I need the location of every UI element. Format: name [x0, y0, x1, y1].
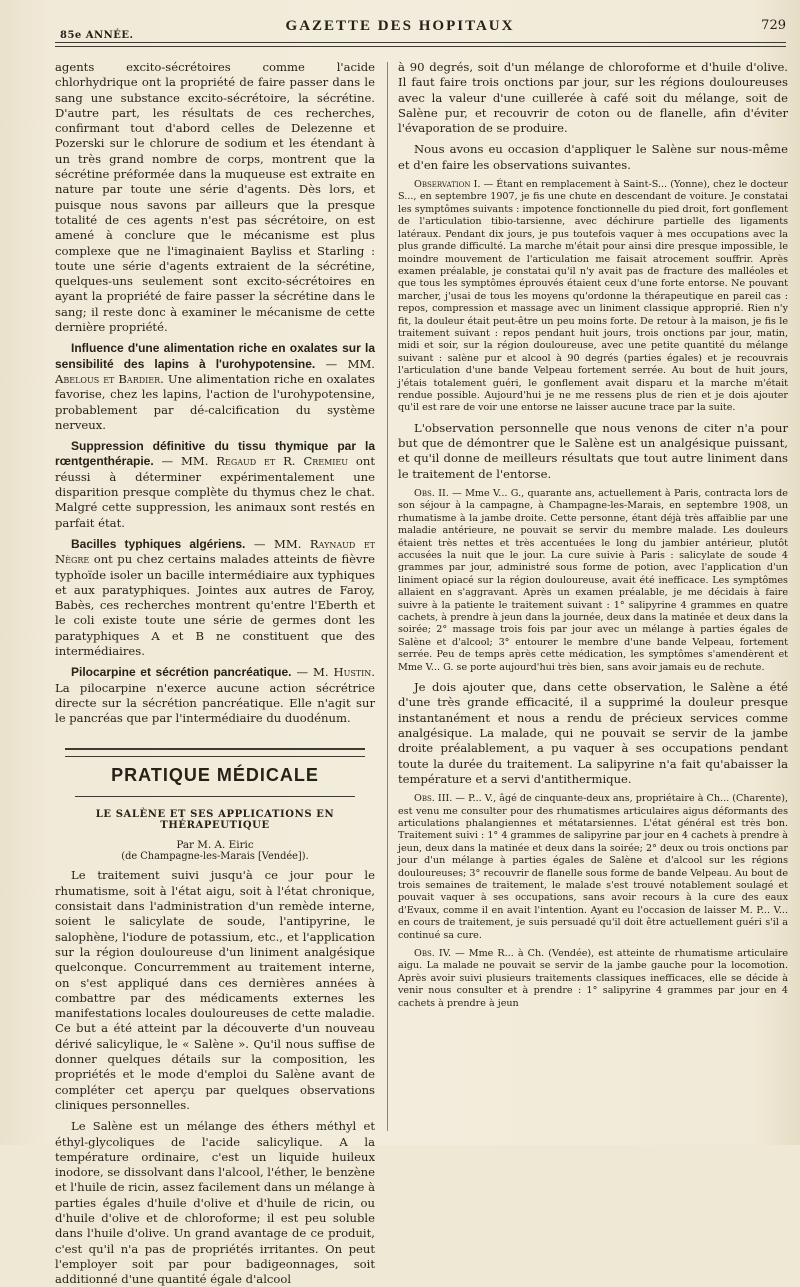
- section-oxalates: [55, 341, 375, 433]
- section-authors: — MM. Abelous et Bardier.: [55, 356, 375, 386]
- observation-3: [398, 793, 788, 942]
- header-rule-double: [55, 46, 786, 47]
- article-paragraph: à 90 degrés, soit d'un mélange de chloroforme et d'huile d'olive. Il faut faire trois onctions par jour, sur les régions douloureuses avec la valeur d'une cuillerée à café soit du mélange, soit de Salène pur, et recouvrir de coton ou de flanelle, afin d'éviter l'évaporation de se produire.: [398, 60, 788, 136]
- page-number: 729: [761, 18, 786, 33]
- observation-label: Obs. III.: [414, 793, 453, 805]
- observation-label: Observation I.: [414, 179, 481, 191]
- observation-text: — Mme R... à Ch. (Vendée), est atteinte de rhumatisme articulaire aigu. La malade ne pouvait se servir de la jambe gauche pour la locomotion. Après avoir suivi plusieurs traitements classiques inefficaces, elle se décide à venir nous consulter et à prendre : 1° salipyrine 4 grammes par jour en 4 cachets à prendre à jeun: [398, 948, 788, 1009]
- article-paragraph: L'observation personnelle que nous venons de citer n'a pour but que de démontrer que le Salène est un analgésique puissant, et qu'il donne de meilleurs résultats que tout autre liniment dans le traitement de l'entorse.: [398, 420, 788, 481]
- article-paragraph: Le Salène est un mélange des éthers méthyl et éthyl-glycoliques de l'acide salicylique. A la température ordinaire, c'est un liquide huileux inodore, se dissolvant dans l'alcool, l'éther, le benzène et l'huile de ricin, assez facilement dans un mélange à parties égales d'huile d'olive et d'huile de ricin, ou d'huile d'olive et de chloroforme; il est peu soluble dans l'huile d'olive. Un grand avantage de ce produit, c'est qu'il n'a pas de propriétés irritantes. On peut l'employer soit par pour badigeonnages, soit additionné d'une quantité égale d'alcool: [55, 1119, 375, 1287]
- article-location: (de Champagne-les-Marais [Vendée]).: [121, 851, 309, 863]
- article-paragraph: Le traitement suivi jusqu'à ce jour pour le rhumatisme, soit à l'état aigu, soit à l'état chronique, consistait dans l'administration d'un remède interne, soient le salicylate de soude, l'antipyrine, le salophène, l'iodure de potassium, etc., et l'application sur la région douloureuse d'un liniment analgésique quelconque. Concurremment au traitement interne, on s'est appliqué dans ces dernières années à combattre par des médicaments externes les manifestations locales douloureuses de cette maladie. Ce but a été atteint par la découverte d'un nouveau dérivé salicylique, le « Salène ». Qu'il nous suffise de donner quelques détails sur la composition, les propriétés et le mode d'emploi du Salène avant de compléter cet aperçu par quelques observations cliniques personnelles.: [55, 868, 375, 1112]
- intro-paragraph: agents excito-sécrétoires comme l'acide chlorhydrique ont la propriété de faire passer dans le sang une substance excito-sécrétoire, la sécrétine. D'autre part, les résultats de ces recherches, confirmant tout d'abord celles de Delezenne et Pozerski sur le chlorure de sodium et les étendant à un très grand nombre de corps, montrent que la sécrétine préformée dans la muqueuse est extraite en nature par toute une série d'agents. Dès lors, et puisque nous savons par ailleurs que la presque totalité de ces agents n'est pas sécrétoire, on est amené à conclure que le mécanisme est plus complexe que ne l'imaginaient Bayliss et Starling : toute une série d'agents extraient de la sécrétine, quelques-uns seulement sont excito-sécrétoires en ayant la propriété de faire passer la sécrétine dans le sang; il reste donc à examiner le mécanisme de cette dernière propriété.: [55, 60, 375, 335]
- section-text: La pilocarpine n'exerce aucune action sécrétrice directe sur la sécrétion pancréatique. Elle n'agit sur le pancréas que par l'intermédiaire du duodénum.: [55, 680, 375, 726]
- section-divider: [75, 796, 355, 797]
- section-heading: Bacilles typhiques algériens.: [71, 536, 246, 551]
- journal-title: GAZETTE DES HOPITAUX: [285, 18, 515, 34]
- section-authors: — MM. Regaud et R. Cremieu: [153, 454, 349, 469]
- left-column: [55, 60, 375, 1287]
- section-authors: — MM. Raynaud et Nègre: [55, 536, 375, 567]
- right-column: [398, 60, 788, 1135]
- section-heading: Suppression définitive du tissu thymique par la rœntgenthérapie.: [55, 439, 375, 469]
- section-text: ont pu chez certains malades atteints de fièvre typhoïde isoler un bacille intermédiaire aux typhiques et aux paratyphiques. Jointes aux autres de Faroy, Babès, ces recherches montrent qu'entre l'Eberth et le coli existe toute une série de germes dont les paratyphiques A et B ne constituent que des intermédiaires.: [55, 552, 375, 658]
- observation-4: [398, 948, 788, 1010]
- section-heading: Influence d'une alimentation riche en oxalates sur la sensibilité des lapins à l'urohypotensine.: [55, 341, 375, 371]
- observation-1: [398, 179, 788, 415]
- section-heading: Pilocarpine et sécrétion pancréatique.: [71, 665, 292, 680]
- section-authors: — M. Hustin.: [291, 665, 375, 680]
- article-paragraph: Je dois ajouter que, dans cette observation, le Salène a été d'une très grande efficacité, il a supprimé la douleur presque instantanément et nous a rendu de précieux services comme analgésique. La malade, qui ne pouvait se servir de la jambe droite préalablement, a pu vaquer à ses occupations pendant toute la durée du traitement. La salipyrine n'a fait qu'abaisser la température et a servi d'antithermique.: [398, 680, 788, 786]
- article-paragraph: Nous avons eu occasion d'appliquer le Salène sur nous-même et d'en faire les observations suivantes.: [398, 142, 788, 172]
- article-author: Par M. A. Eiric: [176, 839, 254, 852]
- observation-2: [398, 488, 788, 674]
- observation-text: — P... V., âgé de cinquante-deux ans, propriétaire à Ch... (Charente), est venu me consulter pour des rhumatismes articulaires aigus déformants des articulations phalangiennes et métatarsiennes. L'état général est très bon. Traitement suivi : 1° 4 grammes de salipyrine par jour en 4 cachets à prendre à jeun, deux dans la matinée et deux dans la soirée; 2° deux ou trois onctions par jour d'un mélange à parties égales de Salène et d'alcool sur les régions douloureuses; 3° recouvrir de flanelle sous forme de bande Velpeau. Au bout de trois semaines de traitement, le malade s'est trouvé notablement soulagé et pouvait vaquer à ses occupations, sans avoir recours à la cure des eaux d'Evaux, comme il en avait l'intention. Ayant eu l'occasion de laisser M. P... V... en cours de traitement, je suis persuadé qu'il doit être actuellement guéri s'il a continué sa cure.: [398, 793, 788, 941]
- column-separator: [387, 62, 388, 1131]
- section-pilocarpine: [55, 665, 375, 726]
- observation-text: — Étant en remplacement à Saint-S... (Yonne), chez le docteur S..., en septembre 1907, je fis une chute en descendant de voiture. Je constatai les symptômes suivants : impotence fonctionnelle du pied droit, fort gonflement de l'articulation tibio-tarsienne, avec déchirure partielle des ligaments latéraux. Pendant dix jours, je pus toutefois vaquer à mes occupations avec la plus grande difficulté. La marche m'était pour ainsi dire presque impossible, le moindre mouvement de l'articulation me faisait atrocement souffrir. Après examen préalable, je constatai qu'il n'y avait pas de fracture des malléoles et que tous les symptômes éprouvés étaient ceux d'une forte entorse. Ne pouvant marcher, j'usai de tous les moyens qu'ordonne la thérapeutique en pareil cas : repos, compression et massage avec un liniment classique approprié. Rien n'y fit, la douleur était peut-être un peu moins forte. De retour à la maison, je fis le traitement suivant : repos pendant huit jours, trois onctions par jour, matin, midi et soir, sur la région douloureuse, avec une petite quantité du mélange suivant : salène pur et alcool à 90 degrés (parties égales) et je recouvrais l'articulation d'une bande Velpeau fortement serrée. Au bout de huit jours, j'étais totalement guéri, le gonflement avait disparu et la marche m'était rendue possible. Aujourd'hui je ne me ressens plus de rien et je dois ajouter qu'il est rare de voir une entorse ne laisser aucune trace par la suite.: [398, 179, 789, 414]
- header-rule: [55, 42, 786, 43]
- observation-label: Obs. II.: [414, 487, 449, 499]
- section-text: Une alimentation riche en oxalates favorise, chez les lapins, l'action de l'urohypotensine, probablement par dé-calcification du système nerveux.: [55, 371, 375, 432]
- observation-text: — Mme V... G., quarante ans, actuellement à Paris, contracta lors de son séjour à la campagne, à Champagne-les-Marais, en septembre 1908, un rhumatisme à la jambe droite. Cette personne, étant déjà très affaiblie par une maladie antérieure, ne pouvait se servir du membre malade. Les douleurs étaient très nettes et très accentuées le long du jambier antérieur, plutôt accusées la nuit que le jour. La cure suivie à Paris : salicylate de soude 4 grammes par jour, administré sous forme de potion, avec l'application d'un liniment opiacé sur la région douloureuse, avait été inefficace. Les symptômes allaient en s'aggravant. Après un examen préalable, je me décidais à faire suivre à la patiente le traitement suivant : 1° salipyrine 4 grammes en quatre cachets, à prendre à jeun dans la journée, deux dans la matinée et deux dans la soirée; 2° massage trois fois par jour avec un mélange à parties égales de Salène et d'alcool; 3° entourer le membre d'une bande Velpeau, fortement serrée. Peu de temps après cette médication, les symptômes s'amendèrent et Mme V... G. se porte aujourd'hui très bien, sans avoir jamais eu de rechute.: [398, 487, 788, 673]
- article-title: LE SALÈNE ET SES APPLICATIONS EN THÉRAPEUTIQUE: [95, 809, 335, 832]
- section-text: ont réussi à déterminer expérimentalement une disparition presque complète du thymus chez le chat. Malgré cette suppression, les animaux sont restés en parfait état.: [55, 454, 375, 530]
- section-divider-box: [65, 748, 365, 757]
- section-bacilles: [55, 537, 375, 659]
- section-thymus: [55, 439, 375, 531]
- observation-label: Obs. IV.: [414, 948, 452, 960]
- year-label: 85e ANNÉE.: [60, 30, 134, 41]
- section-title-pratique: PRATIQUE MÉDICALE: [111, 765, 319, 786]
